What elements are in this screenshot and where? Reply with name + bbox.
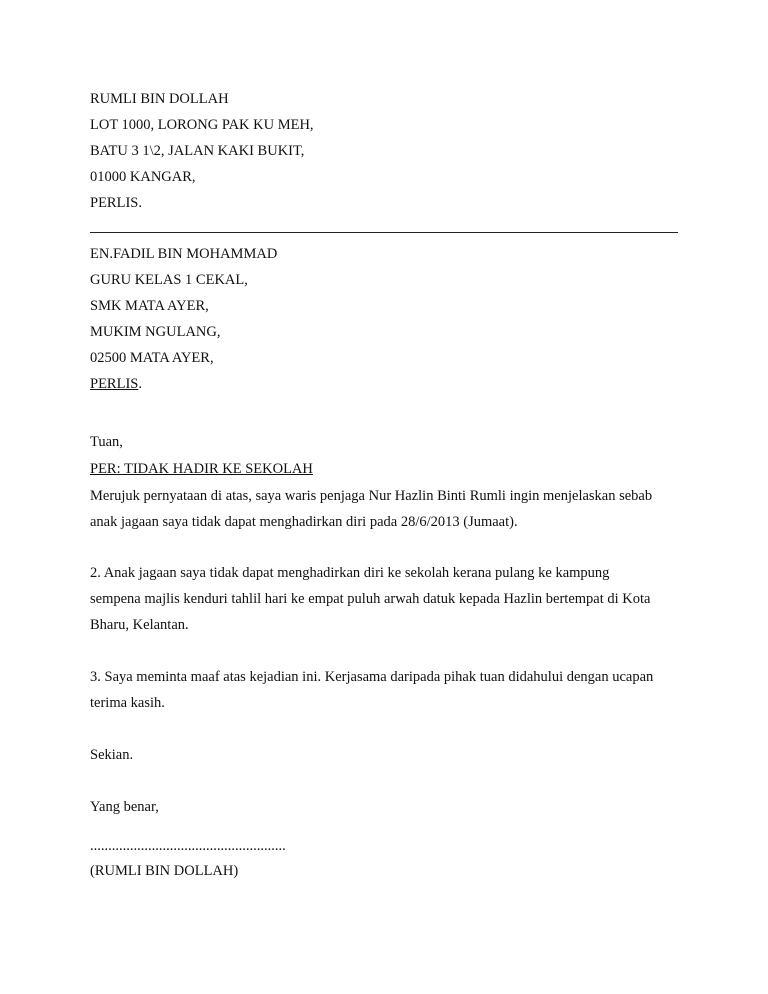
sender-address-line: BATU 3 1\2, JALAN KAKI BUKIT,: [90, 143, 305, 159]
salutation: Tuan,: [90, 434, 123, 450]
body-paragraph-3-line: terima kasih.: [90, 695, 165, 711]
sender-address-line: LOT 1000, LORONG PAK KU MEH,: [90, 117, 314, 133]
body-paragraph-2-line: Bharu, Kelantan.: [90, 617, 189, 633]
signature-line: ......................................................: [90, 838, 286, 854]
recipient-state-line: [90, 375, 142, 393]
sender-address-line: PERLIS.: [90, 195, 142, 211]
closing-sekian: Sekian.: [90, 747, 134, 763]
body-paragraph-1-line: anak jagaan saya tidak dapat menghadirkan diri pada 28/6/2013 (Jumaat).: [90, 514, 518, 530]
recipient-address-line: SMK MATA AYER,: [90, 298, 209, 314]
recipient-state-suffix: .: [138, 376, 142, 392]
closing-yang-benar: Yang benar,: [90, 799, 159, 815]
divider-line: [90, 232, 678, 233]
recipient-address-line: MUKIM NGULANG,: [90, 324, 221, 340]
body-paragraph-3-line: 3. Saya meminta maaf atas kejadian ini. Kerjasama daripada pihak tuan didahului dengan ucapan: [90, 669, 654, 685]
sender-address-line: 01000 KANGAR,: [90, 169, 196, 185]
recipient-address-line: GURU KELAS 1 CEKAL,: [90, 272, 248, 288]
signature-name: (RUMLI BIN DOLLAH): [90, 863, 239, 879]
body-paragraph-2-line: 2. Anak jagaan saya tidak dapat menghadirkan diri ke sekolah kerana pulang ke kampung: [90, 565, 610, 581]
recipient-name: EN.FADIL BIN MOHAMMAD: [90, 246, 278, 262]
subject-line: PER: TIDAK HADIR KE SEKOLAH: [90, 461, 313, 477]
body-paragraph-1-line: Merujuk pernyataan di atas, saya waris penjaga Nur Hazlin Binti Rumli ingin menjelaskan sebab: [90, 488, 653, 504]
body-paragraph-2-line: sempena majlis kenduri tahlil hari ke empat puluh arwah datuk kepada Hazlin bertempat di Kota: [90, 591, 651, 607]
recipient-address-line: 02500 MATA AYER,: [90, 350, 214, 366]
recipient-state: PERLIS: [90, 376, 139, 392]
sender-name: RUMLI BIN DOLLAH: [90, 91, 229, 107]
